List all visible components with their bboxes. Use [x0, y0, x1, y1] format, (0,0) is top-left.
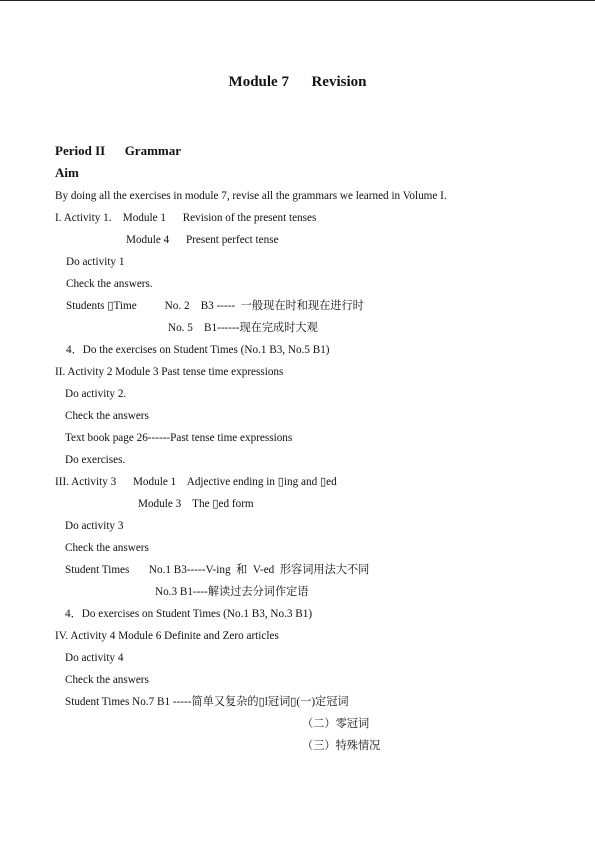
activity-4-step-do: Do activity 4 — [65, 652, 124, 664]
activity-1-exercises: 4．Do the exercises on Student Times (No.1 B3, No.5 B1) — [66, 344, 330, 356]
activity-3-student-times-b3: Student Times No.1 B3-----V-ing 和 V-ed 形容词用法大不同 — [65, 564, 370, 576]
page-title: Module 7 Revision — [228, 74, 367, 90]
activity-1-student-times-b3: Students ▯Time No. 2 B3 ----- 一般现在时和现在进行时 — [66, 300, 364, 312]
activity-3-exercises: 4．Do exercises on Student Times (No.1 B3, No.3 B1) — [65, 608, 313, 620]
aim-heading: Aim — [55, 165, 79, 180]
activity-3-step-check: Check the answers — [65, 542, 149, 554]
activity-4-zero-article: （二）零冠词 — [302, 718, 370, 730]
activity-3-step-do: Do activity 3 — [65, 520, 124, 532]
activity-3-student-times-b1: No.3 B1----解读过去分词作定语 — [155, 586, 309, 598]
activity-1-module-4: Module 4 Present perfect tense — [126, 234, 279, 246]
activity-4-heading: IV. Activity 4 Module 6 Definite and Zero articles — [55, 630, 279, 642]
activity-3-module-3: Module 3 The ▯ed form — [138, 498, 254, 510]
activity-1-step-check: Check the answers. — [66, 278, 153, 290]
activity-1-heading: I. Activity 1. Module 1 Revision of the present tenses — [55, 212, 317, 224]
activity-1-step-do: Do activity 1 — [66, 256, 125, 268]
activity-2-heading: II. Activity 2 Module 3 Past tense time expressions — [55, 366, 284, 378]
activity-2-exercises: Do exercises. — [65, 454, 126, 466]
activity-2-textbook: Text book page 26------Past tense time expressions — [65, 432, 293, 444]
activity-1-student-times-b1: No. 5 B1------现在完成时大观 — [168, 322, 318, 334]
activity-2-step-do: Do activity 2. — [65, 388, 127, 400]
activity-4-step-check: Check the answers — [65, 674, 149, 686]
activity-4-special-cases: （三）特殊情况 — [302, 740, 381, 752]
activity-4-student-times: Student Times No.7 B1 -----简单又复杂的▯l冠词▯(一)定冠词 — [65, 696, 349, 708]
activity-2-step-check: Check the answers — [65, 410, 149, 422]
period-heading: Period II Grammar — [55, 143, 182, 158]
aim-text: By doing all the exercises in module 7, revise all the grammars we learned in Volume I. — [55, 190, 447, 202]
activity-3-heading: III. Activity 3 Module 1 Adjective ending in ▯ing and ▯ed — [55, 476, 337, 488]
